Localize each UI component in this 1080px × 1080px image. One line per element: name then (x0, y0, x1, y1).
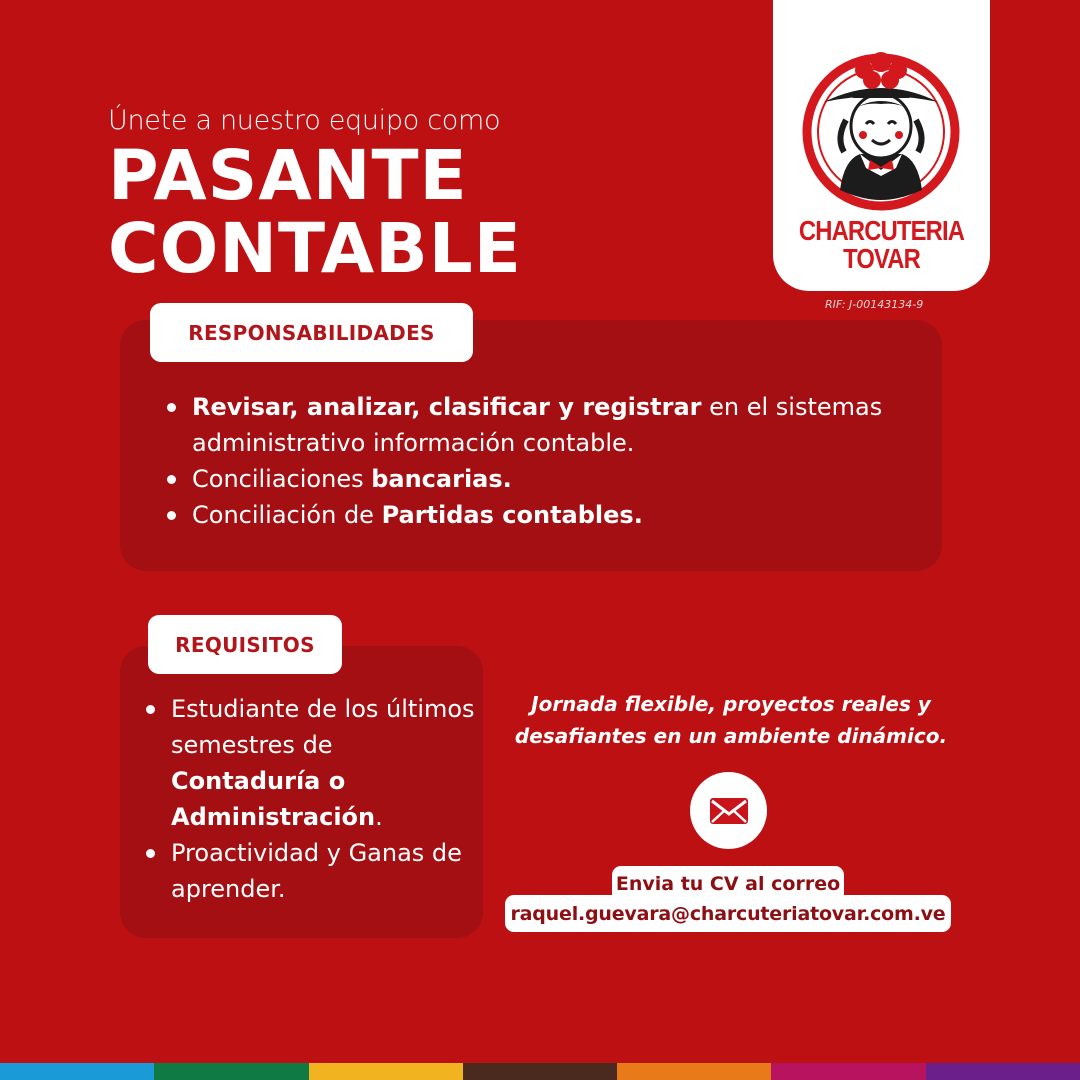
cv-instruction: Envia tu CV al correo (612, 866, 844, 902)
list-item-bold: Partidas contables. (381, 501, 643, 529)
list-item (166, 461, 896, 497)
mail-button[interactable] (690, 772, 767, 849)
stripe (463, 1063, 617, 1080)
logo-card (773, 0, 990, 291)
list-item-text: en el sistemas administrativo información contable. (192, 393, 883, 457)
mail-icon (709, 797, 749, 825)
list-item-text: Conciliación de (192, 501, 382, 529)
responsibilities-list (166, 389, 896, 533)
stripe (926, 1063, 1080, 1080)
stripe (771, 1063, 925, 1080)
stripe (309, 1063, 463, 1080)
stripe (154, 1063, 308, 1080)
intro-text: Únete a nuestro equipo como (108, 105, 501, 136)
list-item-text: Estudiante de los últimos semestres de (171, 695, 475, 759)
title-line-2: CONTABLE (108, 209, 522, 289)
brand-name-line-2: TOVAR (843, 243, 920, 274)
list-item-tail: . (375, 803, 383, 831)
list-item (145, 691, 480, 835)
brand-name-line-1: CHARCUTERIA (798, 215, 965, 246)
list-item (166, 389, 896, 461)
email-link[interactable]: raquel.guevara@charcuteriatovar.com.ve (505, 895, 951, 932)
list-item-bold: Revisar, analizar, clasificar y registrar (192, 393, 702, 421)
requirements-label: REQUISITOS (148, 615, 342, 674)
list-item-text: Proactividad y Ganas de aprender. (171, 839, 462, 903)
pitch-text: Jornada flexible, proyectos reales y desafiantes en un ambiente dinámico. (514, 692, 948, 748)
list-item-text: Conciliaciones (192, 465, 372, 493)
rif-number: RIF: J-00143134-9 (825, 298, 924, 311)
responsibilities-label: RESPONSABILIDADES (150, 303, 473, 362)
list-item-bold: Contaduría o Administración (171, 767, 376, 831)
list-item-bold: bancarias. (371, 465, 512, 493)
stripe (0, 1063, 154, 1080)
list-item (145, 835, 480, 907)
requirements-list (145, 691, 480, 907)
mascot-logo-icon (800, 40, 962, 212)
stripe (617, 1063, 771, 1080)
color-stripe-bar (0, 1063, 1080, 1080)
page-title (108, 136, 522, 289)
list-item (166, 497, 896, 533)
title-line-1: PASANTE (108, 136, 468, 216)
